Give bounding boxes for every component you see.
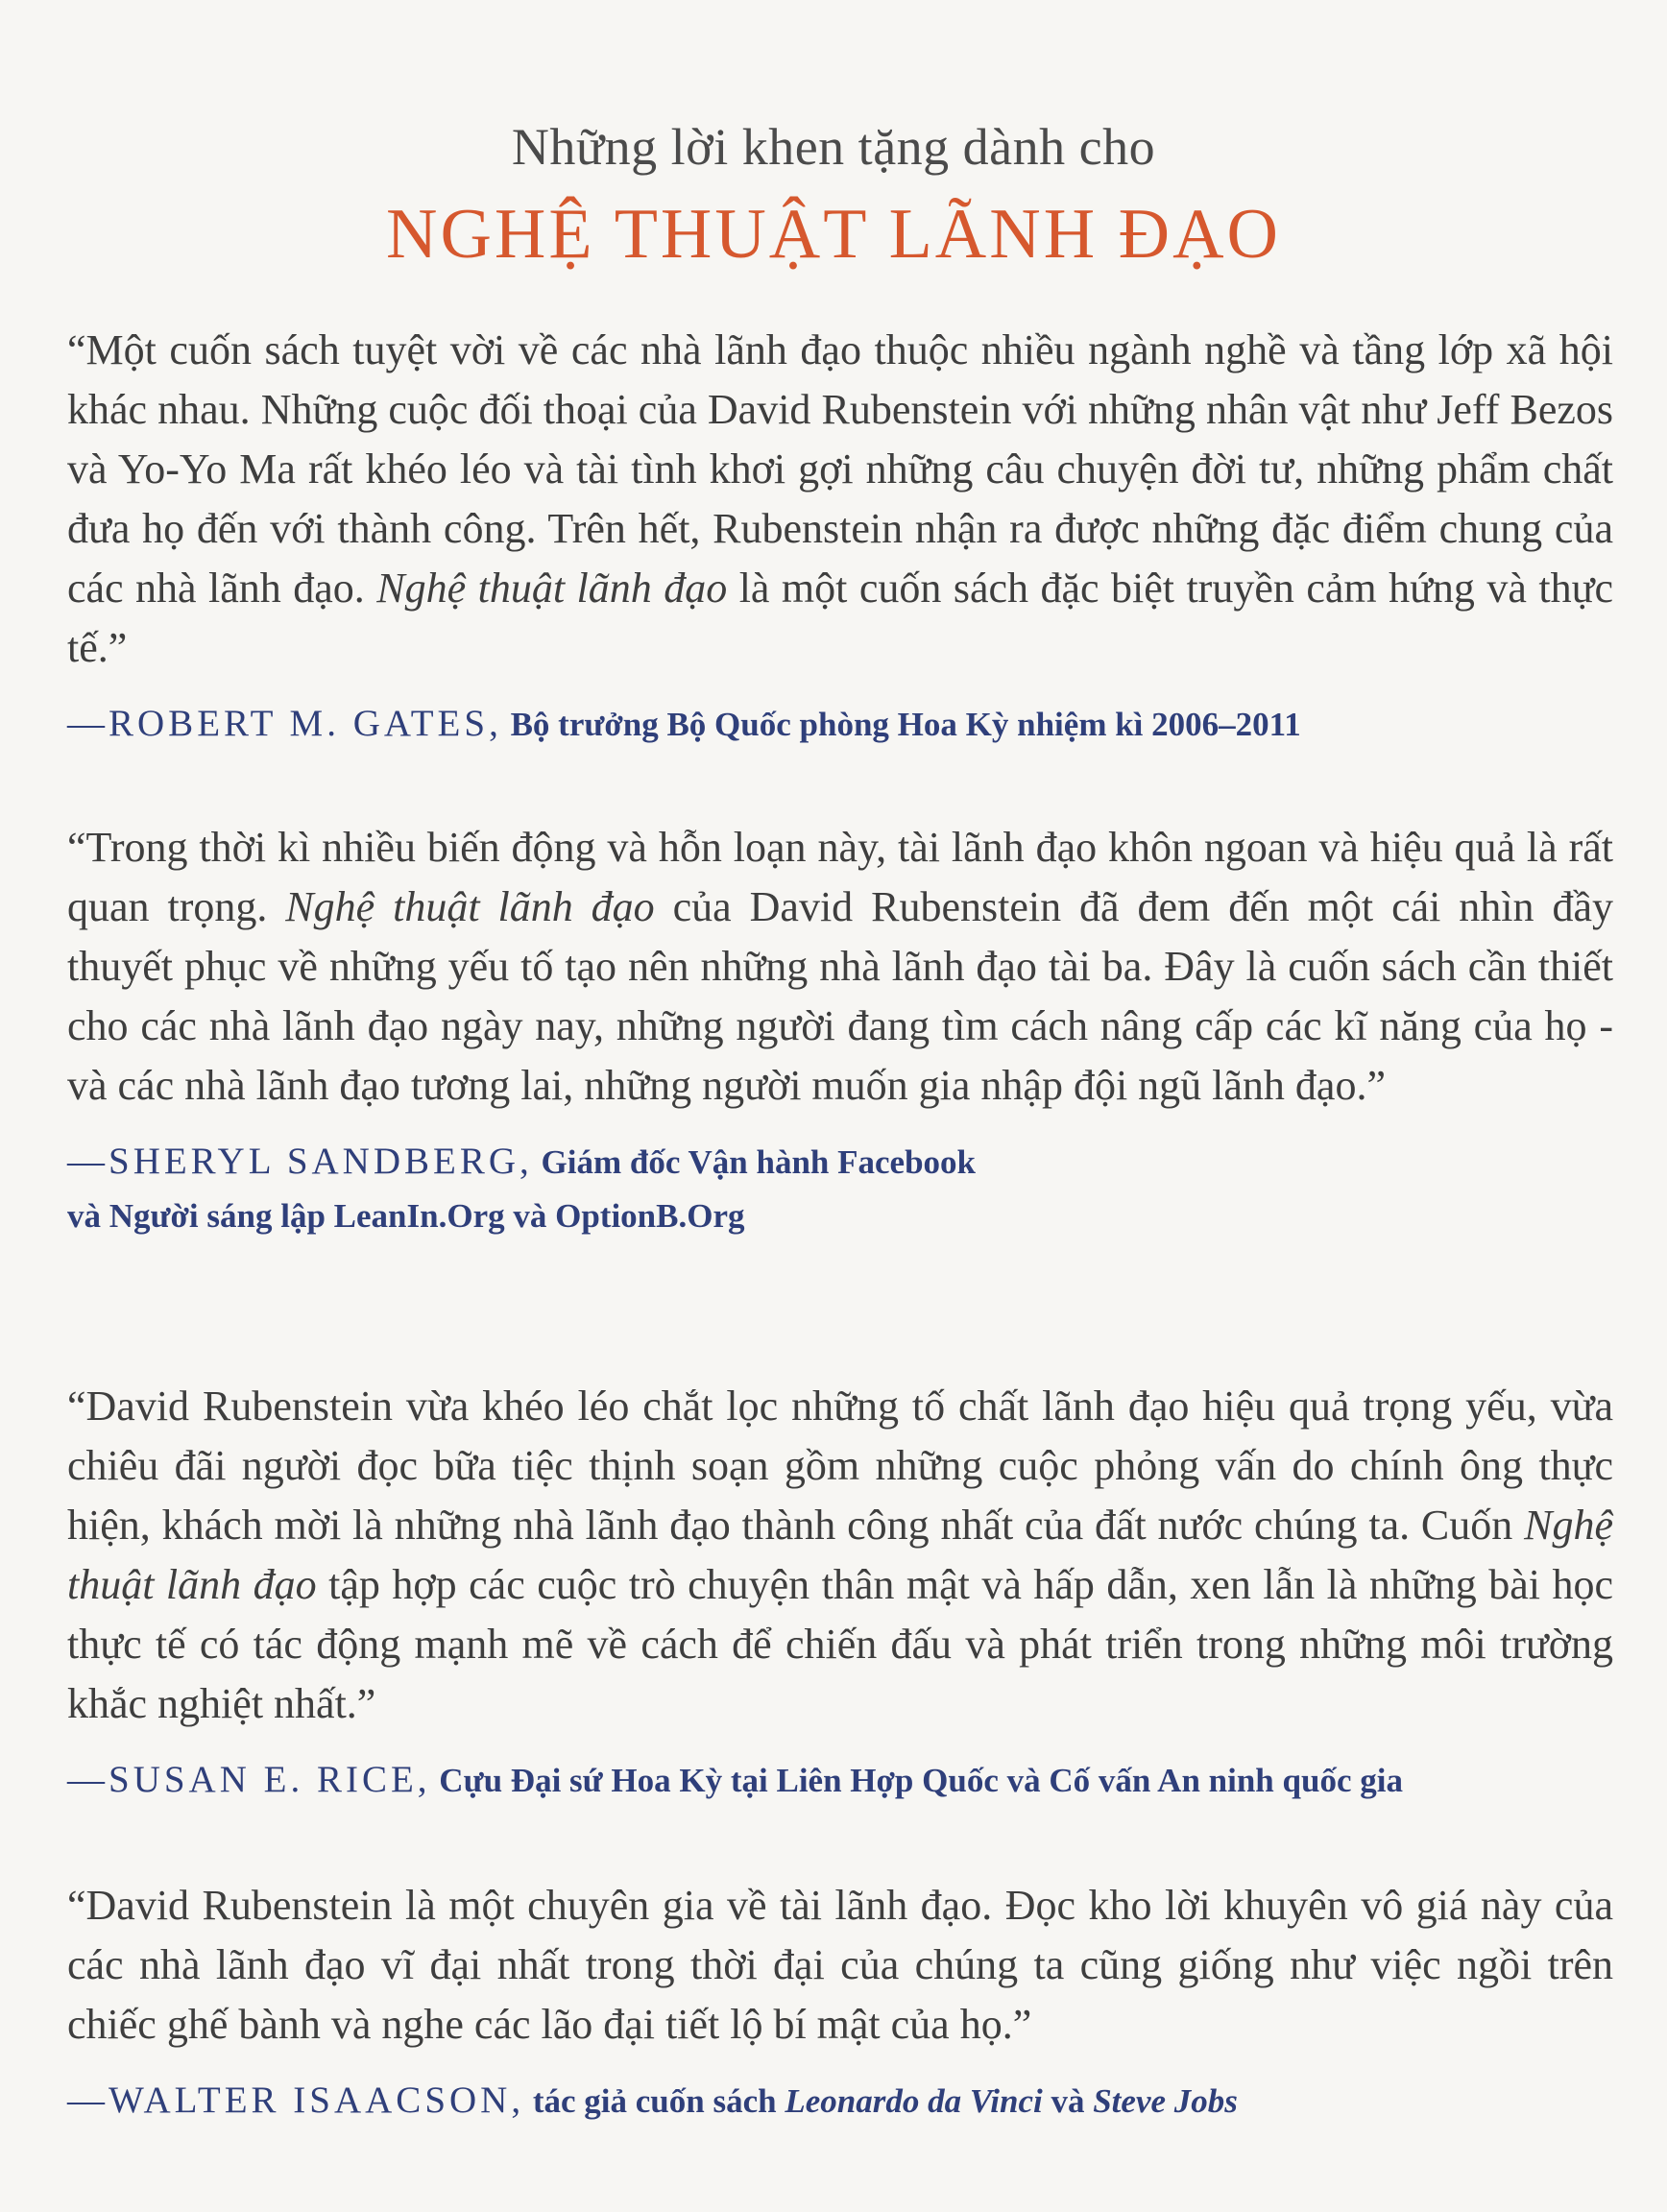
- author-role: Cựu Đại sứ Hoa Kỳ tại Liên Hợp Quốc và Cố vấn An ninh quốc gia: [430, 1762, 1403, 1799]
- quote-text: “David Rubenstein là một chuyên gia về tài lãnh đạo. Đọc kho lời khuyên vô giá này của các nhà lãnh đạo vĩ đại nhất trong thời đại của chúng ta cũng giống như việc ngồi trên chiếc ghế bành và nghe các lão đại tiết lộ bí mật của họ.”: [67, 1882, 1613, 2048]
- attribution: [67, 1135, 1613, 1243]
- quote-text-part: “Một cuốn sách tuyệt vời về các nhà lãnh đạo thuộc nhiều ngành nghề và tầng lớp xã hội khác nhau. Những cuộc đối thoại của David Rubenstein với những nhân vật như Jeff Bezos và Yo-Yo Ma rất khéo léo và tài tình khơi gợi những câu chuyện đời tư, những phẩm chất đưa họ đến với thành công. Trên hết, Rubenstein nhận ra được những đặc điểm chung của các nhà lãnh đạo.: [67, 326, 1613, 612]
- page-subtitle: Những lời khen tặng dành cho: [511, 118, 1156, 176]
- work-title: Leonardo da Vinci: [785, 2082, 1043, 2120]
- quote-text: [67, 1377, 1613, 1734]
- quote-text-part: tập hợp các cuộc trò chuyện thân mật và hấp dẫn, xen lẫn là những bài học thực tế có tác động mạnh mẽ về cách để chiến đấu và phát triển trong những môi trường khắc nghiệt nhất.”: [67, 1561, 1613, 1727]
- page-title: NGHỆ THUẬT LÃNH ĐẠO: [386, 195, 1281, 274]
- author-name: —ROBERT M. GATES,: [67, 703, 502, 744]
- author-role-line2: và Người sáng lập LeanIn.Org và OptionB.Org: [67, 1197, 745, 1235]
- book-title: Nghệ thuật lãnh đạo: [67, 1502, 1613, 1608]
- quote-robert-gates: [67, 321, 1613, 752]
- attribution: [67, 1753, 1613, 1808]
- work-title: Steve Jobs: [1093, 2082, 1238, 2120]
- quote-text-part: “David Rubenstein vừa khéo léo chắt lọc những tố chất lãnh đạo hiệu quả trọng yếu, vừa chiêu đãi người đọc bữa tiệc thịnh soạn gồm những cuộc phỏng vấn do chính ông thực hiện, khách mời là những nhà lãnh đạo thành công nhất của đất nước chúng ta. Cuốn: [67, 1382, 1613, 1549]
- quote-susan-rice: [67, 1377, 1613, 1808]
- attribution: [67, 697, 1613, 752]
- book-title: Nghệ thuật lãnh đạo: [285, 883, 655, 930]
- quote-text-part: là một cuốn sách đặc biệt truyền cảm hứng và thực tế.”: [67, 565, 1613, 671]
- attribution: [67, 2074, 1613, 2128]
- quote-text: [67, 321, 1613, 678]
- quote-sheryl-sandberg: [67, 818, 1613, 1243]
- quote-text: [67, 818, 1613, 1116]
- author-name: —SHERYL SANDBERG,: [67, 1141, 533, 1182]
- author-role: Bộ trưởng Bộ Quốc phòng Hoa Kỳ nhiệm kì 2006–2011: [501, 706, 1301, 743]
- role-joiner: và: [1042, 2082, 1094, 2120]
- role-prefix: tác giả cuốn sách: [524, 2082, 785, 2120]
- author-role: [524, 2082, 1238, 2120]
- quote-text-part: của David Rubenstein đã đem đến một cái nhìn đầy thuyết phục về những yếu tố tạo nên những nhà lãnh đạo tài ba. Đây là cuốn sách cần thiết cho các nhà lãnh đạo ngày nay, những người đang tìm cách nâng cấp các kĩ năng của họ - và các nhà lãnh đạo tương lai, những người muốn gia nhập đội ngũ lãnh đạo.”: [67, 883, 1613, 1109]
- author-name: —WALTER ISAACSON,: [67, 2080, 525, 2121]
- quote-walter-isaacson: [67, 1876, 1613, 2128]
- page-header: [0, 113, 1667, 282]
- quote-text-part: “Trong thời kì nhiều biến động và hỗn loạn này, tài lãnh đạo khôn ngoan và hiệu quả là rất quan trọng.: [67, 824, 1613, 930]
- book-title: Nghệ thuật lãnh đạo: [376, 565, 728, 612]
- author-role: Giám đốc Vận hành Facebook: [532, 1143, 977, 1181]
- author-name: —SUSAN E. RICE,: [67, 1759, 431, 1800]
